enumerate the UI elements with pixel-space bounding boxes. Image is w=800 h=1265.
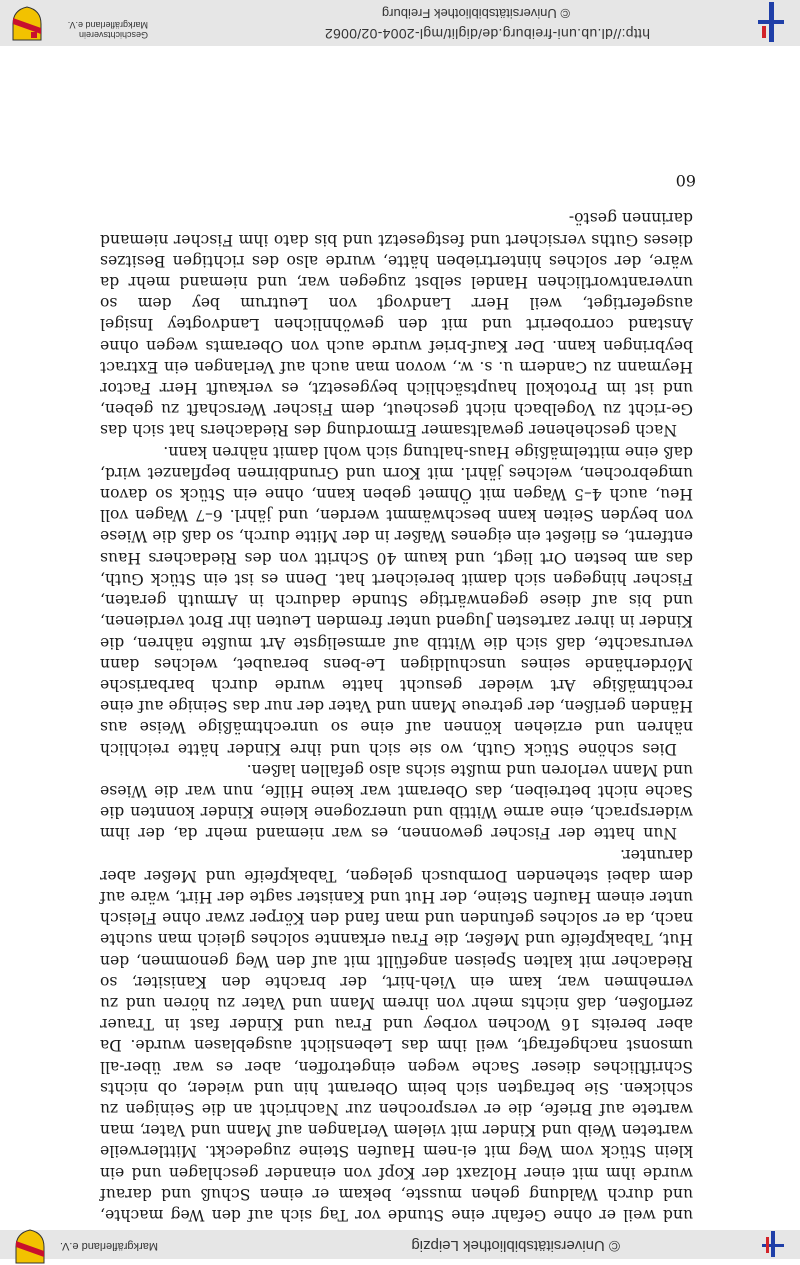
paragraph: Nach geschehener gewaltsamer Ermordung des Riedachers hat sich das Ge-richt zu Vogelbach nicht gescheut, dem Fischer Werschaft zu geben, und ist im Protokoll hauptsächlich beygesetzt, es verkauft Herr Factor Heymann zu Candern u. s. w., wovon man auch auf Verlangen ein Extract beybringen kann. Der Kauf-brief wurde auch von Oberamts wegen ohne Anstand corroberirt und mit den gewöhnlichen Landvogtey Insigel ausgefertiget, weil Herr Landvogt von Leutrum bey dem so unverantwortlichen Handel selbst zugegen war, und niemand mehr da wäre, der solches hintertrieben hätte, wurde also des richtigen Besitzes dieses Guths versichert und festgesetzt und bis dato ihm Fischer niemand darinnen gestö-: [100, 209, 693, 440]
leipzig-society-label: Markgräflerland e.V.: [59, 1240, 158, 1252]
paragraph: Nun hatte der Fischer gewonnen, es war niemand mehr da, der ihm widersprach, eine arme Wittib und unerzogene kleine Kinder konnten die Sache nicht betreiben, das Oberamt war keine Hilfe, nun war die Wiese und Mann verloren und mußte sichs also gefallen laßen.: [100, 760, 693, 843]
article-body: [100, 207, 693, 1225]
ub-leipzig-logo-icon: [762, 1231, 784, 1257]
society-coat-of-arms-icon: [9, 6, 45, 42]
society-label-line2: Markgräflerland e.V.: [67, 20, 148, 30]
society-coat-of-arms-icon: [12, 1229, 48, 1265]
paragraph: und weil er ohne Gefahr eine Stunde vor Tag sich auf den Weg machte, und durch Waldung gehen musste, bekam er einen Schuß und darauf wurde ihm mit einer Holzaxt der Kopf von einander geschlagen und ein klein Stück vom Weg mit ei-nem Haufen Steine zugedeckt. Mittlerweile warteten Weib und Kinder mit vielem Verlangen auf Mann und Vater, man wartete auf Briefe, die er versprochen zur Nachricht an die Seinigen zu schicken. Sie befragten sich beim Oberamt hin und wieder, ob nichts Schriftliches dieser Sache wegen eingetroffen, aber es war über-all umsonst nachgefragt, weil ihm das Lebenslicht ausgeblasen wurde. Da aber bereits 16 Wochen vorbey und Frau und Kinder fast in Trauer zerfloßen, daß nichts mehr von ihrem Mann und Vater zu hören und zu vernehmen war, kam ein Vieh-hirt, der brachte den Kanisiter, so Riedacher mit kalten Speisen angefüllt mit auf den Weg genommen, den Hut, Tabakpfeife und Meßer, die Frau erkannte solches gleich man suchte nach, da er solches gefunden und man fand den Körper zwar ohne Fleisch unter einem Haufen Steine, der Hut und Kanister sagte der Hirt, wäre auf dem dabei stehenden Dornbusch gelegen, Tabakpfeife und Meßer aber darunter.: [100, 845, 693, 1224]
freiburg-header-band: [0, 0, 800, 46]
document-url-link[interactable]: http://dl.ub.uni-freiburg.de/diglit/mgl-2004-02/0062: [324, 26, 650, 42]
freiburg-society-label: [68, 20, 148, 40]
freiburg-copyright: © Universitätsbibliothek Freiburg: [381, 6, 570, 21]
leipzig-footer-band: [0, 1230, 800, 1259]
page-number: 60: [675, 171, 696, 190]
ub-freiburg-logo-icon: [758, 2, 784, 42]
society-label-line1: Geschichtsverein: [78, 30, 148, 40]
paragraph: Dies schöne Stück Guth, wo sie sich und ihre Kinder hätte reichlich nähren und erziehen können auf eine so unrechtmäßige Weise aus Händen gerißen, der getreue Mann und Vater der nur das Seinige auf eine rechtmäßige Art wieder gesucht hatte wurde durch barbarische Mörderhände seines unschuldigen Le-bens beraubet, welches dann verursachte, daß sich die Wittib auf armseligste Art mußte nähren, die Kinder in ihrer zartesten Jugend unter fremden Leuten ihr Brot verdienen, und bis auf diese gegenwärtige Stunde dadurch in Armuth geraten, Fischer hingegen sich damit bereichert hat. Denn es ist ein Stück Guth, das am besten Ort liegt, und kaum 40 Schritt von des Riedachers Haus entfernt, es fließet ein eigenes Waßer in der Mitte durch, so daß die Wiese von beyden Seiten kann beschwämmt werden, und jährl. 6–7 Wagen voll Heu, auch 4–5 Wagen mit Öhmet geben kann, ohne ein Stück so davon umgebrochen, welches jährl. mit Korn und Grundbirnen bepflanzet wird, daß eine mittelmäßige Haus-haltung sich wohl damit nähren kann.: [100, 442, 693, 758]
leipzig-copyright: © Universitätsbibliothek Leipzig: [411, 1237, 620, 1254]
